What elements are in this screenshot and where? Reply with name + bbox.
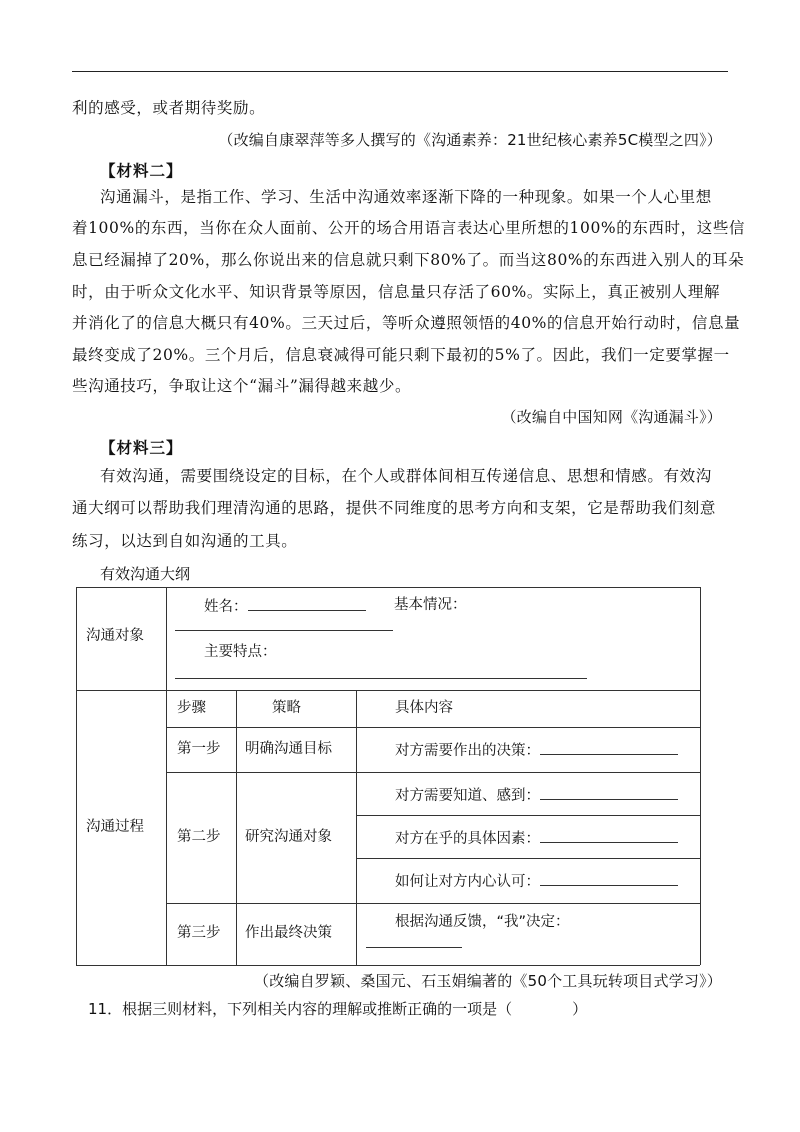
column-header-content: 具体内容 [395, 700, 453, 716]
content-2b-blank[interactable] [540, 828, 678, 843]
table-caption: 有效沟通大纲 [100, 565, 191, 583]
paragraph-line: 息已经漏掉了20%，那么你说出来的信息就只剩下80%了。而当这80%的东西进入别人的耳朵 [72, 251, 745, 269]
paragraph-line: 并消化了的信息大概只有40%。三天过后，等听众遵照领悟的40%的信息开始行动时，信息量 [72, 314, 741, 332]
step-1-label: 第一步 [177, 741, 221, 757]
material-3-heading: 【材料三】 [100, 438, 183, 457]
table-col-divider [356, 690, 357, 965]
source-material-2: （改编自中国知网《沟通漏斗》） [501, 408, 722, 426]
basic-info-blank[interactable] [175, 630, 393, 631]
column-header-strategy: 策略 [272, 700, 301, 716]
table-row-divider [166, 772, 700, 773]
table-row-divider [76, 690, 700, 691]
paragraph-line: 些沟通技巧，争取让这个“漏斗”漏得越来越少。 [72, 377, 412, 395]
name-label: 姓名： [204, 599, 248, 615]
paragraph-line: 通大纲可以帮助我们理清沟通的思路，提供不同维度的思考方向和支架，它是帮助我们刻意 [72, 499, 717, 517]
table-row-divider [166, 727, 700, 728]
content-1-blank[interactable] [540, 740, 678, 755]
name-blank[interactable] [248, 596, 366, 611]
paragraph-line: 时，由于听众文化水平、知识背景等原因，信息量只存活了60%。实际上，真正被别人理解 [72, 283, 721, 301]
paragraph-line: 练习，以达到自如沟通的工具。 [72, 532, 298, 550]
paragraph-line: 着100%的东西，当你在众人面前、公开的场合用语言表达心里所想的100%的东西时，这些信 [72, 219, 746, 237]
step-3-label: 第三步 [177, 925, 221, 941]
process-label: 沟通过程 [86, 819, 144, 835]
strategy-1-label: 明确沟通目标 [245, 741, 332, 757]
header-rule [72, 71, 728, 72]
step-2-label: 第二步 [177, 829, 221, 845]
content-3-blank[interactable] [366, 947, 462, 948]
name-field[interactable] [204, 596, 366, 616]
table-col-divider [166, 587, 167, 965]
question-11: 11．根据三则材料，下列相关内容的理解或推断正确的一项是（ ） [88, 1000, 588, 1018]
table-border-right [700, 587, 701, 965]
strategy-3-label: 作出最终决策 [245, 925, 332, 941]
table-border-bottom [76, 965, 700, 966]
content-2c-field[interactable] [395, 871, 678, 891]
table-border-top [76, 587, 700, 588]
paragraph-line: 最终变成了20%。三个月后，信息衰减得可能只剩下最初的5%了。因此，我们一定要掌握一 [72, 346, 730, 364]
source-material-1: （改编自康翠萍等多人撰写的《沟通素养：21世纪核心素养5C模型之四》） [218, 131, 722, 149]
table-row-divider [356, 858, 700, 859]
strategy-2-label: 研究沟通对象 [245, 829, 332, 845]
content-2b-field[interactable] [395, 828, 678, 848]
column-header-step: 步骤 [177, 700, 206, 716]
content-2a-label: 对方需要知道、感到： [395, 788, 540, 804]
intro-tail-text: 利的感受，或者期待奖励。 [72, 99, 266, 117]
content-3-label: 根据沟通反馈，“我”决定： [395, 914, 570, 930]
object-label: 沟通对象 [86, 628, 144, 644]
content-2a-field[interactable] [395, 785, 678, 805]
content-2c-blank[interactable] [540, 871, 678, 886]
paragraph-line: 有效沟通，需要围绕设定的目标，在个人或群体间相互传递信息、思想和情感。有效沟 [100, 467, 712, 485]
table-row-divider [356, 815, 700, 816]
content-1-field[interactable] [395, 740, 678, 760]
table-row-divider [166, 903, 700, 904]
table-col-divider [236, 690, 237, 965]
traits-blank[interactable] [175, 678, 587, 679]
content-2c-label: 如何让对方内心认可： [395, 874, 540, 890]
content-2a-blank[interactable] [540, 785, 678, 800]
source-material-3: （改编自罗颖、桑国元、石玉娟编著的《50个工具玩转项目式学习》） [254, 972, 722, 990]
content-2b-label: 对方在乎的具体因素： [395, 831, 540, 847]
paragraph-line: 沟通漏斗，是指工作、学习、生活中沟通效率逐渐下降的一种现象。如果一个人心里想 [100, 188, 712, 206]
table-border-left [76, 587, 77, 965]
basic-info-label: 基本情况： [394, 597, 467, 613]
traits-label: 主要特点： [204, 644, 277, 660]
material-2-heading: 【材料二】 [100, 161, 183, 180]
content-1-label: 对方需要作出的决策： [395, 743, 540, 759]
